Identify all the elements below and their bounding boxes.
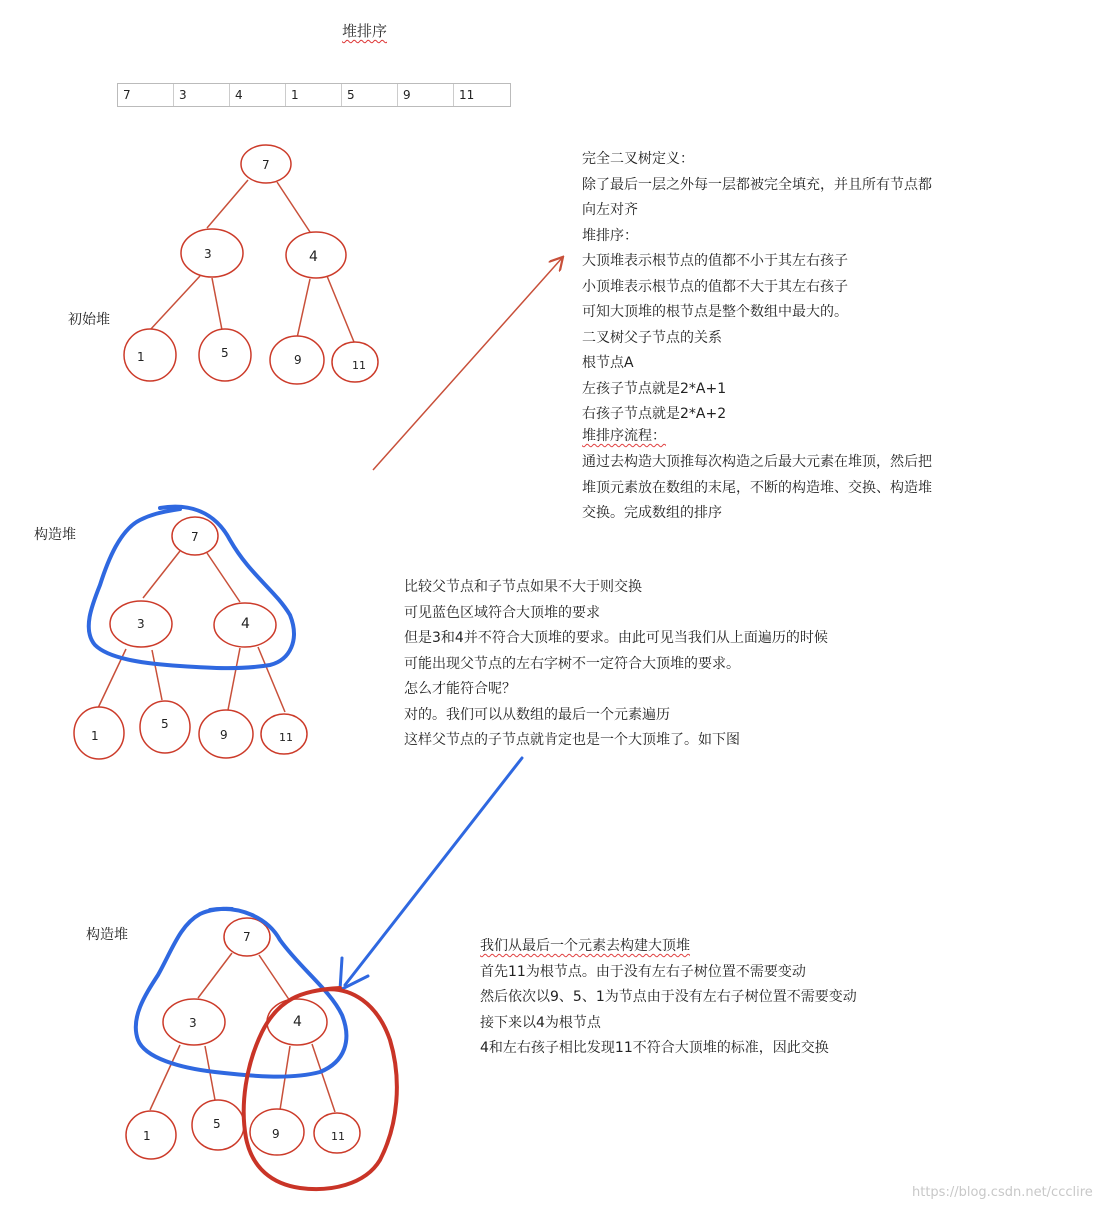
array-cell: 9: [398, 84, 454, 106]
label-build-heap-1: 构造堆: [34, 527, 76, 543]
note-line: 右孩子节点就是2*A+2: [582, 406, 727, 422]
array-cell: 4: [230, 84, 286, 106]
note-line: 交换。完成数组的排序: [582, 505, 722, 521]
tree-node-label: 7: [191, 530, 199, 544]
array-cell: 5: [342, 84, 398, 106]
tree-node-label: 5: [213, 1117, 221, 1131]
watermark: https://blog.csdn.net/ccclire: [912, 1185, 1093, 1200]
tree-node: [74, 707, 124, 759]
note-line: 左孩子节点就是2*A+1: [582, 380, 727, 397]
tree-edge: [207, 553, 240, 602]
tree-edge: [212, 278, 222, 330]
notes-middle: [404, 575, 828, 754]
tree-node: [126, 1111, 176, 1159]
note-line: 我们从最后一个元素去构建大顶堆: [480, 938, 690, 954]
note-line: 小顶堆表示根节点的值都不大于其左右孩子: [582, 278, 848, 295]
tree-edge: [152, 650, 162, 700]
note-line: 然后依次以9、5、1为节点由于没有左右子树位置不需要变动: [480, 989, 857, 1005]
tree-node-label: 5: [161, 717, 169, 731]
note-line: 对的。我们可以从数组的最后一个元素遍历: [404, 706, 670, 723]
tree-node-label: 4: [309, 249, 318, 265]
tree-node: [124, 329, 176, 381]
tree-node-label: 11: [331, 1130, 345, 1143]
tree-node-label: 11: [352, 359, 366, 372]
label-initial-heap: 初始堆: [68, 312, 110, 328]
note-line: 除了最后一层之外每一层都被完全填充，并且所有节点都: [582, 176, 932, 193]
tree-node-label: 9: [272, 1127, 280, 1141]
note-line: 4和左右孩子相比发现11不符合大顶堆的标准，因此交换: [480, 1040, 829, 1056]
tree-node-label: 11: [279, 731, 293, 744]
tree-edge: [259, 955, 290, 1001]
tree-build-1: [74, 517, 307, 759]
note-line: 可见蓝色区域符合大顶堆的要求: [404, 604, 600, 621]
tree-edge: [207, 180, 248, 228]
tree-node-label: 5: [221, 346, 229, 360]
red-arrow: [373, 258, 562, 470]
array-cell: 1: [286, 84, 342, 106]
note-line: 堆排序：: [582, 227, 638, 244]
note-line: 堆顶元素放在数组的末尾，不断的构造堆、交换、构造堆: [582, 479, 932, 496]
note-line: 首先11为根节点。由于没有左右子树位置不需要变动: [480, 963, 806, 980]
tree-initial: [124, 145, 378, 384]
note-line: 可能出现父节点的左右字树不一定符合大顶堆的要求。: [404, 655, 740, 672]
array-cell: 7: [118, 84, 174, 106]
page-title: 堆排序: [342, 22, 388, 40]
tree-node-label: 1: [137, 350, 145, 364]
note-line: 完全二叉树定义：: [582, 151, 694, 167]
notes-bottom: [480, 934, 857, 1062]
tree-edge: [198, 953, 232, 998]
tree-node-label: 3: [204, 247, 212, 261]
note-line: 接下来以4为根节点: [480, 1014, 601, 1031]
tree-node-label: 4: [241, 616, 250, 632]
note-line: 根节点A: [582, 355, 634, 371]
note-line: 通过去构造大顶推每次构造之后最大元素在堆顶，然后把: [582, 454, 932, 470]
tree-edge: [228, 648, 240, 710]
tree-edge: [327, 276, 354, 342]
note-line: 比较父节点和子节点如果不大于则交换: [404, 579, 642, 595]
tree-edge: [297, 279, 310, 338]
note-line: 但是3和4并不符合大顶堆的要求。由此可见当我们从上面遍历的时候: [404, 630, 828, 646]
tree-node-label: 9: [220, 728, 228, 742]
note-line: 二叉树父子节点的关系: [582, 329, 722, 346]
notes-right: [582, 147, 932, 527]
tree-edge: [143, 551, 180, 598]
label-build-heap-2: 构造堆: [86, 927, 128, 943]
tree-node-label: 3: [189, 1016, 197, 1030]
tree-node: [181, 229, 243, 277]
tree-node-label: 1: [91, 729, 99, 743]
tree-edge: [312, 1044, 335, 1112]
note-line: 怎么才能符合呢？: [404, 681, 516, 697]
tree-node-label: 7: [243, 930, 251, 944]
tree-node-label: 3: [137, 617, 145, 631]
note-line: 堆排序流程：: [582, 428, 666, 444]
note-line: 可知大顶堆的根节点是整个数组中最大的。: [582, 304, 848, 320]
tree-node-label: 1: [143, 1129, 151, 1143]
tree-node-label: 7: [262, 158, 270, 172]
array-cell: 3: [174, 84, 230, 106]
array-cell: 11: [459, 88, 475, 102]
note-line: 这样父节点的子节点就肯定也是一个大顶堆了。如下图: [404, 732, 740, 748]
note-line: 向左对齐: [582, 202, 638, 218]
note-line: 大顶堆表示根节点的值都不小于其左右孩子: [582, 253, 848, 269]
tree-edge: [258, 647, 285, 712]
tree-edge: [277, 182, 310, 232]
tree-node-label: 9: [294, 353, 302, 367]
tree-node-label: 4: [293, 1014, 302, 1030]
tree-edge: [150, 276, 200, 330]
